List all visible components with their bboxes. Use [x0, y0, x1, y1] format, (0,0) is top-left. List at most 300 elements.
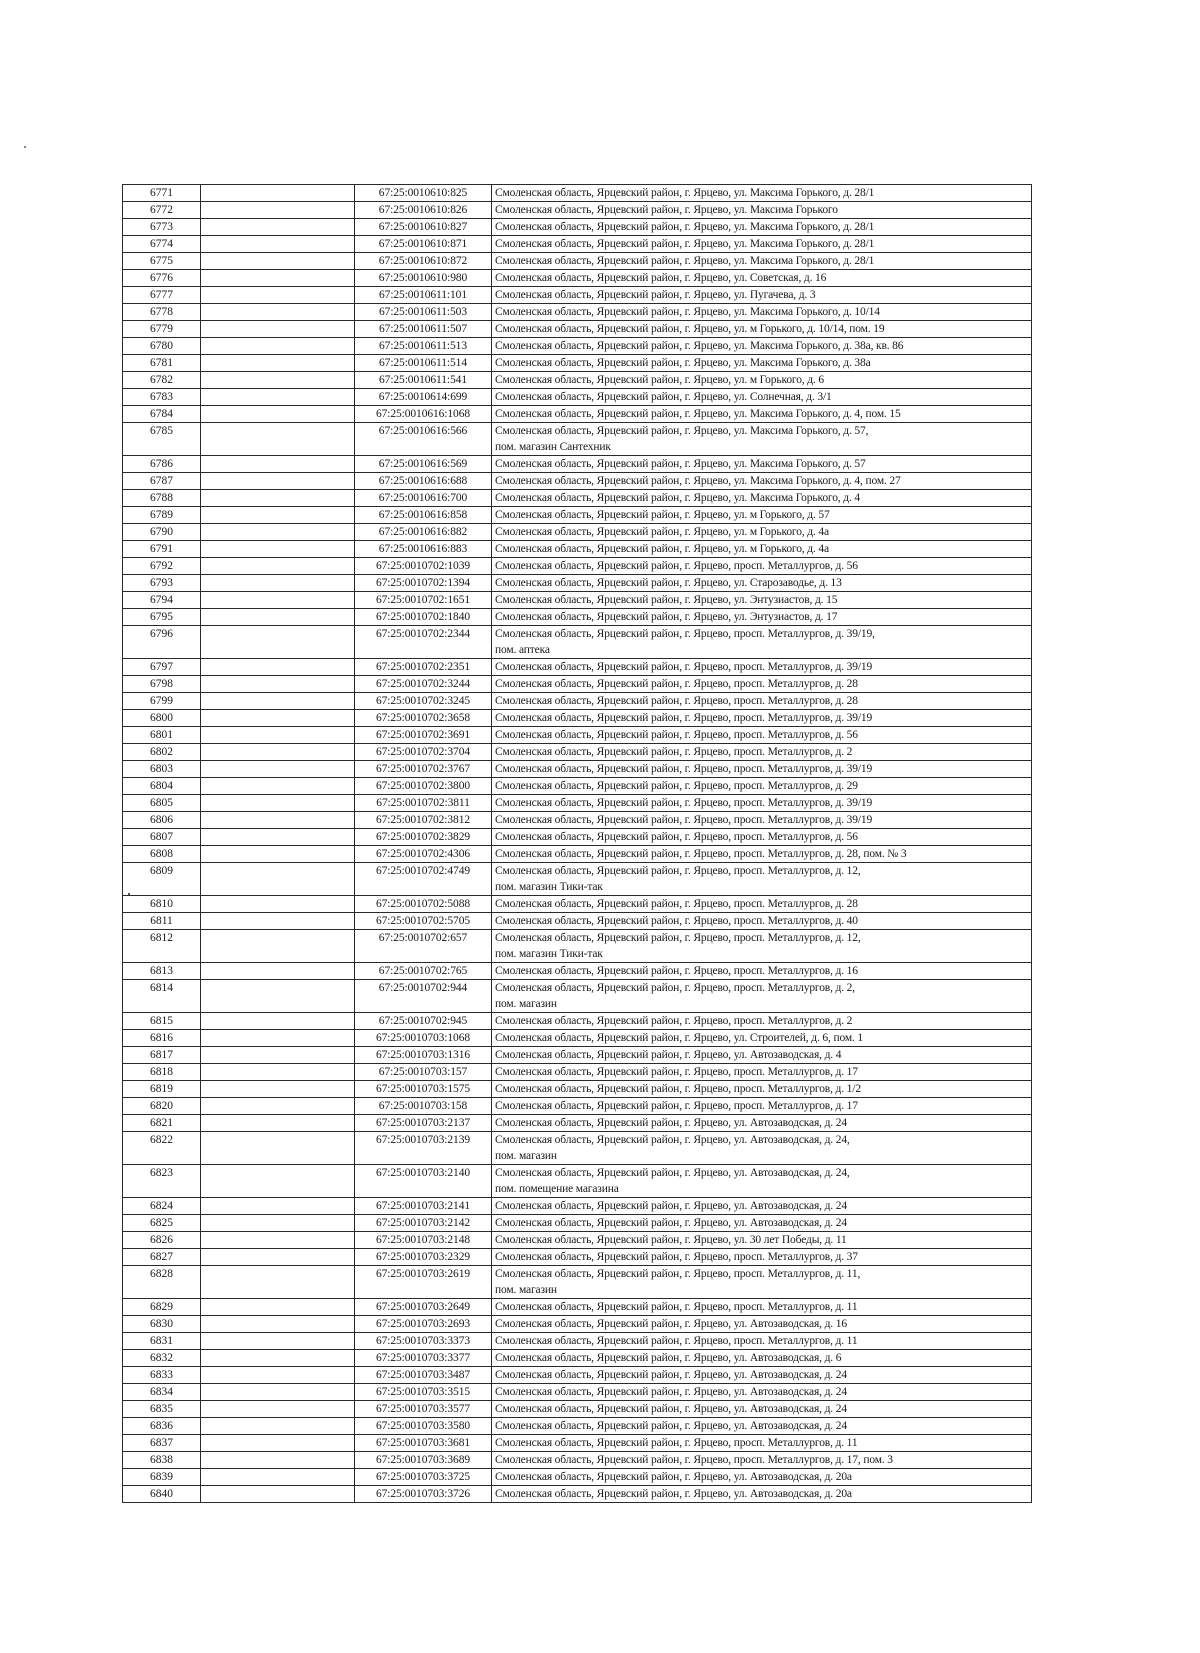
- address-cell: [492, 372, 1032, 389]
- table-row: [123, 1350, 1032, 1367]
- table-row: [123, 846, 1032, 863]
- cadastral-number: 67:25:0010611:541: [355, 372, 492, 389]
- address-cell: [492, 761, 1032, 778]
- empty-cell: [201, 609, 355, 626]
- address-cell: [492, 1165, 1032, 1198]
- address-line: Смоленская область, Ярцевский район, г. Ярцево, ул. Автозаводская, д. 4: [495, 1049, 842, 1061]
- address-cell: [492, 558, 1032, 575]
- address-cell: [492, 1081, 1032, 1098]
- cadastral-number: 67:25:0010703:2142: [355, 1215, 492, 1232]
- address-line: Смоленская область, Ярцевский район, г. Ярцево, просп. Металлургов, д. 39/19: [495, 814, 873, 826]
- address-line: Смоленская область, Ярцевский район, г. Ярцево, просп. Металлургов, д. 12,: [495, 865, 861, 877]
- address-cell: [492, 676, 1032, 693]
- address-cell: [492, 1333, 1032, 1350]
- row-number: 6781: [123, 355, 201, 372]
- table-row: [123, 1299, 1032, 1316]
- address-cell: [492, 507, 1032, 524]
- empty-cell: [201, 659, 355, 676]
- table-row: [123, 1115, 1032, 1132]
- table-row: [123, 913, 1032, 930]
- empty-cell: [201, 1064, 355, 1081]
- cadastral-number: 67:25:0010616:882: [355, 524, 492, 541]
- address-cell: [492, 423, 1032, 456]
- row-number: 6808: [123, 846, 201, 863]
- cadastral-number: 67:25:0010702:1651: [355, 592, 492, 609]
- cadastral-number: 67:25:0010616:883: [355, 541, 492, 558]
- table-row: [123, 202, 1032, 219]
- address-line: Смоленская область, Ярцевский район, г. Ярцево, ул. Максима Горького, д. 28/1: [495, 187, 875, 199]
- address-cell: [492, 693, 1032, 710]
- row-number: 6814: [123, 980, 201, 1013]
- row-number: 6782: [123, 372, 201, 389]
- empty-cell: [201, 863, 355, 896]
- cadastral-number: 67:25:0010702:3245: [355, 693, 492, 710]
- row-number: 6812: [123, 930, 201, 963]
- empty-cell: [201, 541, 355, 558]
- address-cell: [492, 1299, 1032, 1316]
- empty-cell: [201, 253, 355, 270]
- row-number: 6811: [123, 913, 201, 930]
- row-number: 6776: [123, 270, 201, 287]
- empty-cell: [201, 219, 355, 236]
- row-number: 6835: [123, 1401, 201, 1418]
- address-line: Смоленская область, Ярцевский район, г. Ярцево, ул. Пугачева, д. 3: [495, 289, 816, 301]
- address-cell: [492, 744, 1032, 761]
- table-row: [123, 1486, 1032, 1503]
- address-line: Смоленская область, Ярцевский район, г. Ярцево, ул. Автозаводская, д. 24: [495, 1117, 847, 1129]
- cadastral-number: 67:25:0010702:3829: [355, 829, 492, 846]
- row-number: 6789: [123, 507, 201, 524]
- address-cell: [492, 659, 1032, 676]
- cadastral-number: 67:25:0010702:945: [355, 1013, 492, 1030]
- address-cell: [492, 1215, 1032, 1232]
- address-line: Смоленская область, Ярцевский район, г. Ярцево, ул. Максима Горького, д. 28/1: [495, 221, 875, 233]
- table-row: [123, 1316, 1032, 1333]
- cadastral-number: 67:25:0010703:2619: [355, 1266, 492, 1299]
- empty-cell: [201, 913, 355, 930]
- address-cell: [492, 1418, 1032, 1435]
- empty-cell: [201, 963, 355, 980]
- row-number: 6822: [123, 1132, 201, 1165]
- cadastral-number: 67:25:0010702:4306: [355, 846, 492, 863]
- address-cell: [492, 1452, 1032, 1469]
- address-cell: [492, 1249, 1032, 1266]
- cadastral-number: 67:25:0010610:826: [355, 202, 492, 219]
- table-row: [123, 473, 1032, 490]
- cadastral-number: 67:25:0010702:3812: [355, 812, 492, 829]
- cadastral-number: 67:25:0010702:2351: [355, 659, 492, 676]
- table-row: [123, 389, 1032, 406]
- empty-cell: [201, 1435, 355, 1452]
- address-line: Смоленская область, Ярцевский район, г. Ярцево, ул. Автозаводская, д. 16: [495, 1318, 847, 1330]
- cadastral-number: 67:25:0010703:2329: [355, 1249, 492, 1266]
- empty-cell: [201, 1249, 355, 1266]
- address-line: Смоленская область, Ярцевский район, г. Ярцево, просп. Металлургов, д. 39/19: [495, 763, 873, 775]
- address-cell: [492, 236, 1032, 253]
- row-number: 6798: [123, 676, 201, 693]
- cadastral-number: 67:25:0010616:1068: [355, 406, 492, 423]
- address-line: Смоленская область, Ярцевский район, г. Ярцево, просп. Металлургов, д. 12,: [495, 932, 861, 944]
- empty-cell: [201, 524, 355, 541]
- table-row: [123, 963, 1032, 980]
- table-row: [123, 1132, 1032, 1165]
- empty-cell: [201, 1115, 355, 1132]
- address-cell: [492, 913, 1032, 930]
- address-line: Смоленская область, Ярцевский район, г. Ярцево, ул. Максима Горького, д. 57,: [495, 425, 869, 437]
- row-number: 6834: [123, 1384, 201, 1401]
- address-line: Смоленская область, Ярцевский район, г. Ярцево, ул. Автозаводская, д. 24: [495, 1386, 847, 1398]
- empty-cell: [201, 1266, 355, 1299]
- table-row: [123, 778, 1032, 795]
- table-row: [123, 185, 1032, 202]
- table-row: [123, 1064, 1032, 1081]
- row-number: 6796: [123, 626, 201, 659]
- row-number: 6801: [123, 727, 201, 744]
- cadastral-number: 67:25:0010702:1840: [355, 609, 492, 626]
- table-row: [123, 1469, 1032, 1486]
- row-number: 6838: [123, 1452, 201, 1469]
- table-row: [123, 812, 1032, 829]
- row-number: 6785: [123, 423, 201, 456]
- cadastral-number: 67:25:0010703:3487: [355, 1367, 492, 1384]
- address-cell: [492, 795, 1032, 812]
- address-line: Смоленская область, Ярцевский район, г. Ярцево, ул. Автозаводская, д. 6: [495, 1352, 842, 1364]
- cadastral-number: 67:25:0010703:3689: [355, 1452, 492, 1469]
- address-cell: [492, 829, 1032, 846]
- row-number: 6828: [123, 1266, 201, 1299]
- address-line: Смоленская область, Ярцевский район, г. Ярцево, ул. м Горького, д. 6: [495, 374, 824, 386]
- scan-speck: [24, 146, 26, 148]
- row-number: 6784: [123, 406, 201, 423]
- table-row: [123, 524, 1032, 541]
- address-line: пом. магазин: [495, 1284, 557, 1296]
- address-line: Смоленская область, Ярцевский район, г. Ярцево, просп. Металлургов, д. 2: [495, 1015, 853, 1027]
- table-row: [123, 829, 1032, 846]
- cadastral-number: 67:25:0010611:513: [355, 338, 492, 355]
- row-number: 6795: [123, 609, 201, 626]
- address-line: Смоленская область, Ярцевский район, г. Ярцево, ул. м Горького, д. 10/14, пом. 19: [495, 323, 885, 335]
- table-row: [123, 592, 1032, 609]
- table-row: [123, 761, 1032, 778]
- table-row: [123, 727, 1032, 744]
- row-number: 6804: [123, 778, 201, 795]
- address-cell: [492, 1469, 1032, 1486]
- row-number: 6807: [123, 829, 201, 846]
- address-line: Смоленская область, Ярцевский район, г. Ярцево, просп. Металлургов, д. 11: [495, 1437, 858, 1449]
- address-line: Смоленская область, Ярцевский район, г. Ярцево, ул. Советская, д. 16: [495, 272, 827, 284]
- address-cell: [492, 1367, 1032, 1384]
- address-line: Смоленская область, Ярцевский район, г. Ярцево, просп. Металлургов, д. 29: [495, 780, 858, 792]
- address-line: пом. магазин: [495, 1150, 557, 1162]
- table-row: [123, 1418, 1032, 1435]
- empty-cell: [201, 338, 355, 355]
- row-number: 6824: [123, 1198, 201, 1215]
- table-row: [123, 930, 1032, 963]
- address-cell: [492, 1064, 1032, 1081]
- address-line: Смоленская область, Ярцевский район, г. Ярцево, просп. Металлургов, д. 28: [495, 898, 858, 910]
- empty-cell: [201, 1081, 355, 1098]
- cadastral-number: 67:25:0010703:3515: [355, 1384, 492, 1401]
- address-line: Смоленская область, Ярцевский район, г. Ярцево, ул. Автозаводская, д. 24,: [495, 1134, 850, 1146]
- empty-cell: [201, 355, 355, 372]
- table-row: [123, 1081, 1032, 1098]
- address-cell: [492, 185, 1032, 202]
- address-line: Смоленская область, Ярцевский район, г. Ярцево, просп. Металлургов, д. 17, пом. 3: [495, 1454, 893, 1466]
- empty-cell: [201, 1401, 355, 1418]
- empty-cell: [201, 490, 355, 507]
- address-line: Смоленская область, Ярцевский район, г. Ярцево, просп. Металлургов, д. 39/19,: [495, 628, 875, 640]
- table-row: [123, 1367, 1032, 1384]
- empty-cell: [201, 1013, 355, 1030]
- address-cell: [492, 980, 1032, 1013]
- row-number: 6783: [123, 389, 201, 406]
- cadastral-number: 67:25:0010702:3658: [355, 710, 492, 727]
- cadastral-number: 67:25:0010610:825: [355, 185, 492, 202]
- address-line: Смоленская область, Ярцевский район, г. Ярцево, просп. Металлургов, д. 39/19: [495, 661, 873, 673]
- empty-cell: [201, 507, 355, 524]
- cadastral-number: 67:25:0010616:566: [355, 423, 492, 456]
- address-cell: [492, 1013, 1032, 1030]
- table-row: [123, 1047, 1032, 1064]
- empty-cell: [201, 456, 355, 473]
- address-line: Смоленская область, Ярцевский район, г. Ярцево, ул. Автозаводская, д. 24: [495, 1200, 847, 1212]
- table-row: [123, 270, 1032, 287]
- table-row: [123, 693, 1032, 710]
- cadastral-number: 67:25:0010703:3577: [355, 1401, 492, 1418]
- row-number: 6825: [123, 1215, 201, 1232]
- address-line: Смоленская область, Ярцевский район, г. Ярцево, просп. Металлургов, д. 2,: [495, 982, 856, 994]
- empty-cell: [201, 1132, 355, 1165]
- empty-cell: [201, 321, 355, 338]
- cadastral-number: 67:25:0010610:871: [355, 236, 492, 253]
- table-row: [123, 507, 1032, 524]
- empty-cell: [201, 1486, 355, 1503]
- address-cell: [492, 541, 1032, 558]
- cadastral-number: 67:25:0010703:3726: [355, 1486, 492, 1503]
- cadastral-number: 67:25:0010702:657: [355, 930, 492, 963]
- address-line: Смоленская область, Ярцевский район, г. Ярцево, ул. Автозаводская, д. 24: [495, 1403, 847, 1415]
- table-row: [123, 1452, 1032, 1469]
- empty-cell: [201, 829, 355, 846]
- empty-cell: [201, 1418, 355, 1435]
- row-number: 6771: [123, 185, 201, 202]
- table-row: [123, 236, 1032, 253]
- row-number: 6837: [123, 1435, 201, 1452]
- address-line: Смоленская область, Ярцевский район, г. Ярцево, ул. Строителей, д. 6, пом. 1: [495, 1032, 864, 1044]
- row-number: 6840: [123, 1486, 201, 1503]
- empty-cell: [201, 1367, 355, 1384]
- row-number: 6833: [123, 1367, 201, 1384]
- empty-cell: [201, 896, 355, 913]
- cadastral-number: 67:25:0010703:1068: [355, 1030, 492, 1047]
- address-line: пом. аптека: [495, 644, 550, 656]
- address-line: Смоленская область, Ярцевский район, г. Ярцево, просп. Металлургов, д. 40: [495, 915, 858, 927]
- empty-cell: [201, 846, 355, 863]
- table-row: [123, 253, 1032, 270]
- cadastral-number: 67:25:0010702:3811: [355, 795, 492, 812]
- row-number: 6800: [123, 710, 201, 727]
- address-cell: [492, 456, 1032, 473]
- address-line: Смоленская область, Ярцевский район, г. Ярцево, ул. Максима Горького, д. 10/14: [495, 306, 880, 318]
- address-line: Смоленская область, Ярцевский район, г. Ярцево, ул. Максима Горького, д. 4: [495, 492, 861, 504]
- address-line: Смоленская область, Ярцевский район, г. Ярцево, просп. Металлургов, д. 39/19: [495, 797, 873, 809]
- table-row: [123, 1384, 1032, 1401]
- empty-cell: [201, 727, 355, 744]
- address-line: Смоленская область, Ярцевский район, г. Ярцево, просп. Металлургов, д. 28: [495, 678, 858, 690]
- table-row: [123, 609, 1032, 626]
- row-number: 6786: [123, 456, 201, 473]
- row-number: 6806: [123, 812, 201, 829]
- address-cell: [492, 626, 1032, 659]
- cadastral-number: 67:25:0010610:980: [355, 270, 492, 287]
- table-row: [123, 1333, 1032, 1350]
- row-number: 6827: [123, 1249, 201, 1266]
- cadastral-number: 67:25:0010703:2140: [355, 1165, 492, 1198]
- table-row: [123, 1232, 1032, 1249]
- address-line: Смоленская область, Ярцевский район, г. Ярцево, просп. Металлургов, д. 28, пом. № 3: [495, 848, 907, 860]
- table-row: [123, 541, 1032, 558]
- empty-cell: [201, 710, 355, 727]
- address-cell: [492, 609, 1032, 626]
- address-line: Смоленская область, Ярцевский район, г. Ярцево, ул. Максима Горького, д. 28/1: [495, 238, 875, 250]
- address-cell: [492, 1198, 1032, 1215]
- empty-cell: [201, 1215, 355, 1232]
- table-row: [123, 863, 1032, 896]
- empty-cell: [201, 980, 355, 1013]
- address-cell: [492, 710, 1032, 727]
- address-line: пом. магазин Тики-так: [495, 881, 603, 893]
- table-row: [123, 1198, 1032, 1215]
- address-cell: [492, 812, 1032, 829]
- address-line: Смоленская область, Ярцевский район, г. Ярцево, ул. Старозаводье, д. 13: [495, 577, 842, 589]
- cadastral-number: 67:25:0010611:101: [355, 287, 492, 304]
- empty-cell: [201, 1198, 355, 1215]
- row-number: 6831: [123, 1333, 201, 1350]
- cadastral-number: 67:25:0010703:3373: [355, 1333, 492, 1350]
- empty-cell: [201, 372, 355, 389]
- address-line: Смоленская область, Ярцевский район, г. Ярцево, ул. Энтузиастов, д. 15: [495, 594, 838, 606]
- address-line: Смоленская область, Ярцевский район, г. Ярцево, ул. Максима Горького, д. 38а: [495, 357, 871, 369]
- address-cell: [492, 896, 1032, 913]
- table-row: [123, 795, 1032, 812]
- empty-cell: [201, 1350, 355, 1367]
- address-cell: [492, 490, 1032, 507]
- empty-cell: [201, 795, 355, 812]
- empty-cell: [201, 1333, 355, 1350]
- empty-cell: [201, 423, 355, 456]
- cadastral-number: 67:25:0010702:3767: [355, 761, 492, 778]
- address-line: Смоленская область, Ярцевский район, г. Ярцево, просп. Металлургов, д. 56: [495, 729, 858, 741]
- row-number: 6788: [123, 490, 201, 507]
- empty-cell: [201, 761, 355, 778]
- table-row: [123, 676, 1032, 693]
- cadastral-number: 67:25:0010703:1316: [355, 1047, 492, 1064]
- row-number: 6780: [123, 338, 201, 355]
- address-line: Смоленская область, Ярцевский район, г. Ярцево, ул. Солнечная, д. 3/1: [495, 391, 832, 403]
- address-cell: [492, 1132, 1032, 1165]
- table-row: [123, 1165, 1032, 1198]
- cadastral-number: 67:25:0010616:688: [355, 473, 492, 490]
- table-row: [123, 372, 1032, 389]
- row-number: 6832: [123, 1350, 201, 1367]
- address-cell: [492, 304, 1032, 321]
- empty-cell: [201, 575, 355, 592]
- table-row: [123, 1266, 1032, 1299]
- address-cell: [492, 1098, 1032, 1115]
- cadastral-number: 67:25:0010702:3800: [355, 778, 492, 795]
- row-number: 6794: [123, 592, 201, 609]
- table-row: [123, 1435, 1032, 1452]
- cadastral-number: 67:25:0010703:3377: [355, 1350, 492, 1367]
- address-cell: [492, 963, 1032, 980]
- empty-cell: [201, 744, 355, 761]
- address-cell: [492, 389, 1032, 406]
- empty-cell: [201, 930, 355, 963]
- address-line: Смоленская область, Ярцевский район, г. Ярцево, просп. Металлургов, д. 11: [495, 1335, 858, 1347]
- address-line: Смоленская область, Ярцевский район, г. Ярцево, ул. Максима Горького, д. 4, пом. 27: [495, 475, 901, 487]
- address-cell: [492, 1316, 1032, 1333]
- address-cell: [492, 338, 1032, 355]
- cadastral-number: 67:25:0010702:2344: [355, 626, 492, 659]
- empty-cell: [201, 185, 355, 202]
- row-number: 6791: [123, 541, 201, 558]
- empty-cell: [201, 1047, 355, 1064]
- cadastral-number: 67:25:0010616:569: [355, 456, 492, 473]
- table-row: [123, 744, 1032, 761]
- empty-cell: [201, 287, 355, 304]
- cadastral-number: 67:25:0010611:503: [355, 304, 492, 321]
- address-cell: [492, 253, 1032, 270]
- address-line: Смоленская область, Ярцевский район, г. Ярцево, ул. Автозаводская, д. 20а: [495, 1471, 852, 1483]
- row-number: 6819: [123, 1081, 201, 1098]
- empty-cell: [201, 1030, 355, 1047]
- empty-cell: [201, 1384, 355, 1401]
- address-line: Смоленская область, Ярцевский район, г. Ярцево, ул. Максима Горького, д. 28/1: [495, 255, 875, 267]
- address-cell: [492, 727, 1032, 744]
- address-line: Смоленская область, Ярцевский район, г. Ярцево, ул. м Горького, д. 4а: [495, 526, 829, 538]
- registry-table-body: [123, 185, 1032, 1503]
- cadastral-number: 67:25:0010702:1394: [355, 575, 492, 592]
- empty-cell: [201, 473, 355, 490]
- row-number: 6839: [123, 1469, 201, 1486]
- row-number: 6818: [123, 1064, 201, 1081]
- address-cell: [492, 355, 1032, 372]
- empty-cell: [201, 236, 355, 253]
- address-cell: [492, 592, 1032, 609]
- table-row: [123, 490, 1032, 507]
- row-number: 6790: [123, 524, 201, 541]
- address-cell: [492, 1350, 1032, 1367]
- table-row: [123, 1401, 1032, 1418]
- row-number: 6793: [123, 575, 201, 592]
- cadastral-number: 67:25:0010616:858: [355, 507, 492, 524]
- cadastral-number: 67:25:0010703:3681: [355, 1435, 492, 1452]
- row-number: 6777: [123, 287, 201, 304]
- address-line: Смоленская область, Ярцевский район, г. Ярцево, просп. Металлургов, д. 28: [495, 695, 858, 707]
- empty-cell: [201, 270, 355, 287]
- table-row: [123, 456, 1032, 473]
- address-line: Смоленская область, Ярцевский район, г. Ярцево, просп. Металлургов, д. 16: [495, 965, 858, 977]
- row-number: 6813: [123, 963, 201, 980]
- row-number: 6799: [123, 693, 201, 710]
- row-number: 6792: [123, 558, 201, 575]
- address-line: Смоленская область, Ярцевский район, г. Ярцево, просп. Металлургов, д. 17: [495, 1100, 858, 1112]
- cadastral-number: 67:25:0010703:2148: [355, 1232, 492, 1249]
- address-line: Смоленская область, Ярцевский район, г. Ярцево, ул. Автозаводская, д. 24: [495, 1420, 847, 1432]
- cadastral-number: 67:25:0010703:2693: [355, 1316, 492, 1333]
- row-number: 6836: [123, 1418, 201, 1435]
- table-row: [123, 219, 1032, 236]
